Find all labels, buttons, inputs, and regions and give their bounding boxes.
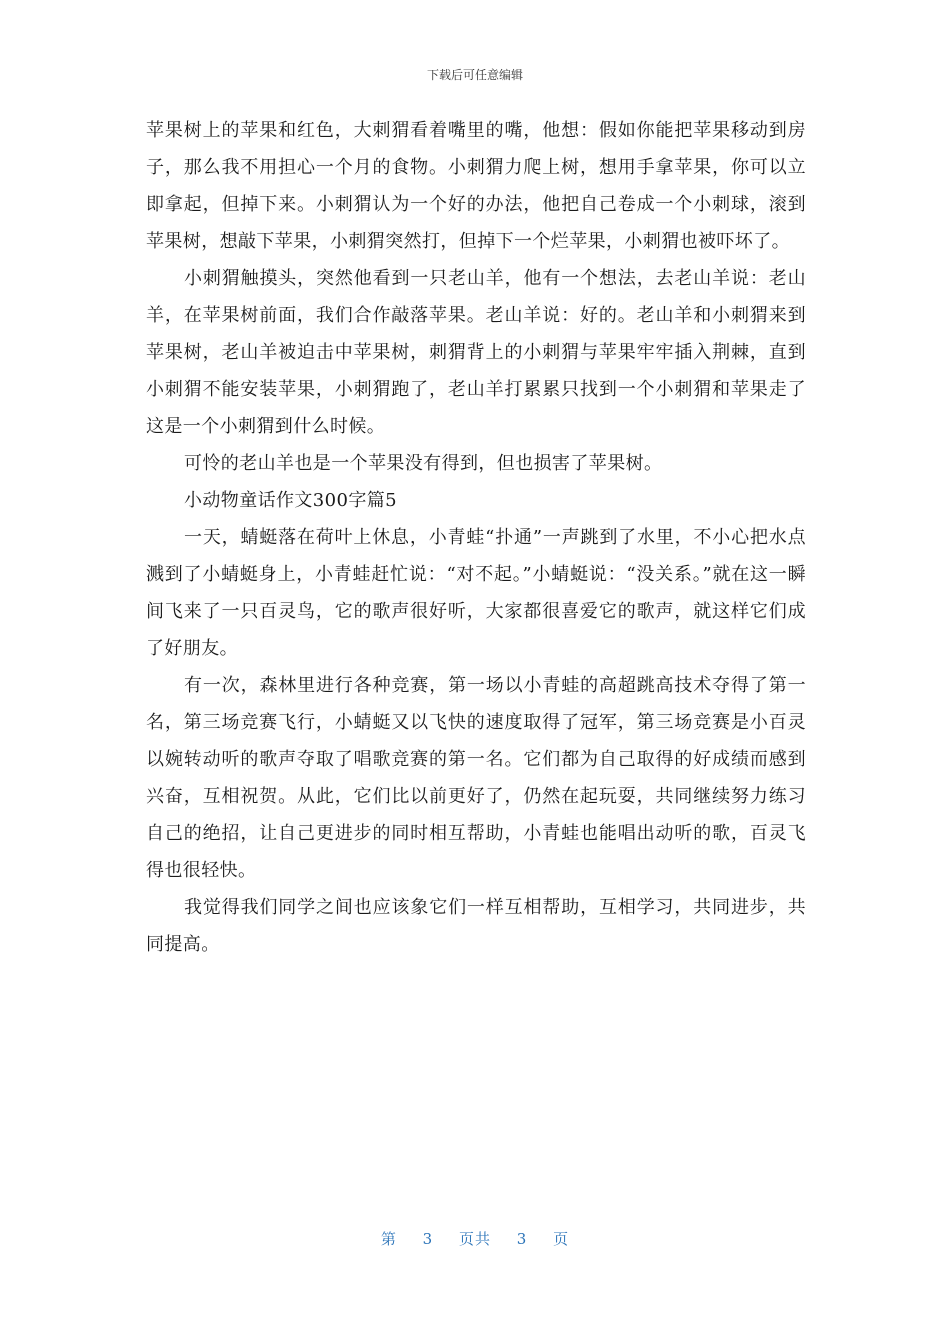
paragraph: 苹果树上的苹果和红色，大刺猬看着嘴里的嘴，他想：假如你能把苹果移动到房子，那么我不用担心一个月的食物。小刺猬力爬上树，想用手拿苹果，你可以立即拿起，但掉下来。小刺猬认为一个好的办法，他把自己卷成一个小刺球，滚到苹果树，想敲下苹果，小刺猬突然打，但掉下一个烂苹果，小刺猬也被吓坏了。 [146, 120, 806, 252]
paragraph: 有一次，森林里进行各种竞赛，第一场以小青蛙的高超跳高技术夺得了第一名，第三场竞赛飞行，小蜻蜓又以飞快的速度取得了冠军，第三场竞赛是小百灵以婉转动听的歌声夺取了唱歌竞赛的第一名。它们都为自己取得的好成绩而感到兴奋，互相祝贺。从此，它们比以前更好了，仍然在起玩耍，共同继续努力练习自己的绝招，让自己更进步的同时相互帮助，小青蛙也能唱出动听的歌，百灵飞得也很轻快。 [146, 675, 806, 881]
total-pages-number: 3 [516, 1230, 528, 1248]
footer-middle: 页共 [458, 1230, 491, 1248]
paragraph: 我觉得我们同学之间也应该象它们一样互相帮助，互相学习，共同进步，共同提高。 [146, 897, 806, 955]
current-page-number: 3 [422, 1230, 434, 1248]
section-heading: 小动物童话作文300字篇5 [184, 490, 398, 511]
page-footer [0, 1228, 950, 1249]
page-header: 下载后可任意编辑 [426, 68, 523, 82]
footer-suffix: 页 [553, 1230, 570, 1248]
footer-prefix: 第 [380, 1230, 397, 1248]
paragraph: 一天，蜻蜓落在荷叶上休息，小青蛙“扑通”一声跳到了水里，不小心把水点溅到了小蜻蜓身上，小青蛙赶忙说：“对不起。”小蜻蜓说：“没关系。”就在这一瞬间飞来了一只百灵鸟，它的歌声很好听，大家都很喜爱它的歌声，就这样它们成了好朋友。 [146, 527, 806, 659]
document-body [146, 112, 806, 963]
paragraph: 可怜的老山羊也是一个苹果没有得到，但也损害了苹果树。 [184, 453, 663, 474]
paragraph: 小刺猬触摸头，突然他看到一只老山羊，他有一个想法，去老山羊说：老山羊，在苹果树前面，我们合作敲落苹果。老山羊说：好的。老山羊和小刺猬来到苹果树，老山羊被迫击中苹果树，刺猬背上的小刺猬与苹果牢牢插入荆棘，直到小刺猬不能安装苹果，小刺猬跑了，老山羊打累累只找到一个小刺猬和苹果走了这是一个小刺猬到什么时候。 [146, 268, 806, 437]
